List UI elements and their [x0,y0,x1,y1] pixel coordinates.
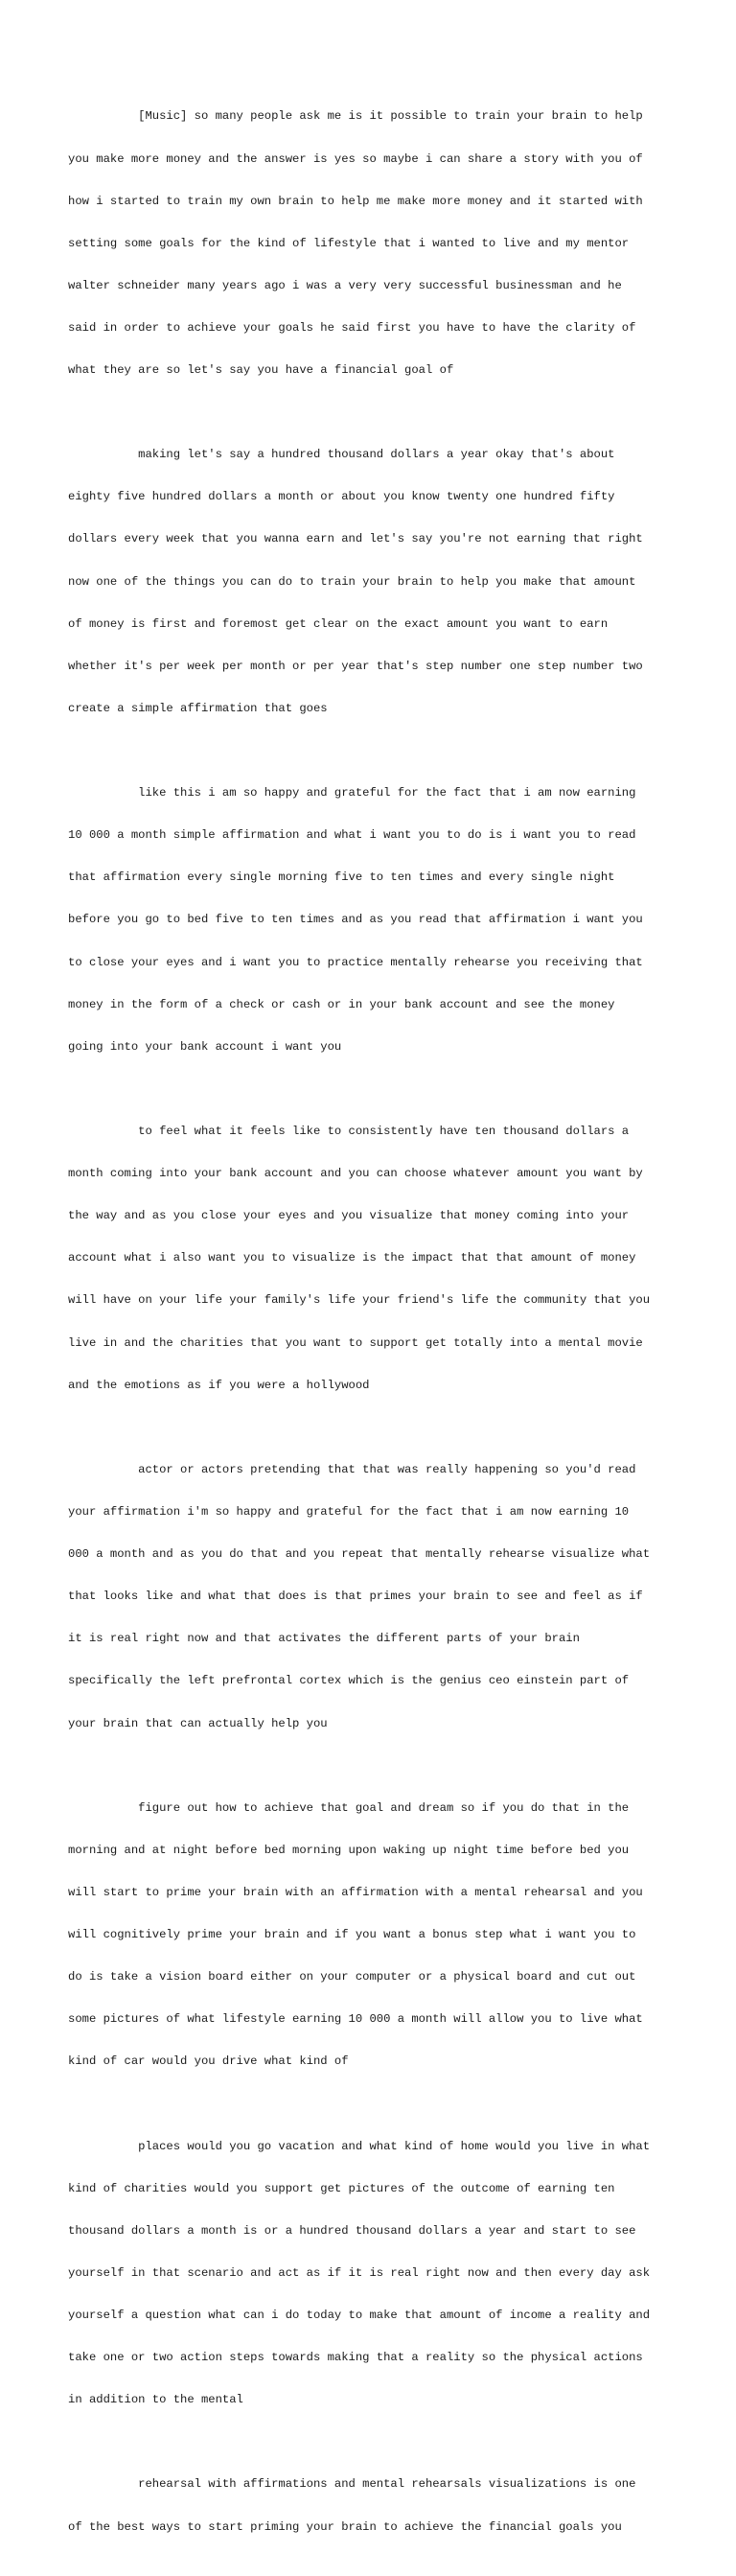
text-line: to feel what it feels like to consistently have ten thousand dollars a [68,1124,630,1138]
text-line: your brain that can actually help you [68,1716,328,1730]
transcript-text [68,81,701,2576]
text-line: that affirmation every single morning five to ten times and every single night [68,870,615,885]
text-line: yourself a question what can i do today to make that amount of income a reality and [68,2309,651,2322]
text-line: specifically the left prefrontal cortex which is the genius ceo einstein part of [68,1674,630,1688]
text-line: walter schneider many years ago i was a very very successful businessman and he [68,278,622,292]
text-line: of the best ways to start priming your brain to achieve the financial goals you [68,2519,622,2534]
text-line: 000 a month and as you do that and you repeat that mentally rehearse visualize what [68,1547,651,1562]
paragraph-3 [68,758,701,1082]
text-line: do is take a vision board either on your computer or a physical board and cut out [68,1970,636,1984]
text-line: the way and as you close your eyes and you visualize that money coming into your [68,1209,630,1223]
text-line: create a simple affirmation that goes [68,701,328,715]
text-line: 10 000 a month simple affirmation and what i want you to do is i want you to read [68,828,636,843]
paragraph-1 [68,81,701,406]
text-line: thousand dollars a month is or a hundred thousand dollars a year and start to see [68,2223,636,2238]
text-line: you make more money and the answer is yes so maybe i can share a story with you of [68,151,643,166]
text-line: going into your bank account i want you [68,1039,342,1054]
text-line: will start to prime your brain with an affirmation with a mental rehearsal and you [68,1885,643,1899]
text-line: your affirmation i'm so happy and grateful for the fact that i am now earning 10 [68,1504,630,1519]
text-line: figure out how to achieve that goal and dream so if you do that in the [68,1800,630,1815]
paragraph-8 [68,2449,701,2563]
text-line: account what i also want you to visualize is the impact that that amount of money [68,1251,636,1265]
text-line: kind of charities would you support get pictures of the outcome of earning ten [68,2181,615,2195]
text-line: [Music] so many people ask me is it possible to train your brain to help [68,109,643,124]
text-line: said in order to achieve your goals he said first you have to have the clarity of [68,320,636,335]
text-line: making let's say a hundred thousand dollars a year okay that's about [68,448,615,462]
text-line: will have on your life your family's life your friend's life the community that you [68,1293,651,1308]
text-line: before you go to bed five to ten times and as you read that affirmation i want you [68,913,643,927]
text-line: rehearsal with affirmations and mental rehearsals visualizations is one [68,2477,636,2492]
text-line: what they are so let's say you have a financial goal of [68,363,454,378]
text-line: month coming into your bank account and you can choose whatever amount you want by [68,1167,643,1181]
text-line: to close your eyes and i want you to practice mentally rehearse you receiving that [68,955,643,969]
text-line: like this i am so happy and grateful for the fact that i am now earning [68,786,636,801]
text-line: live in and the charities that you want to support get totally into a mental movie [68,1335,643,1350]
text-line: of money is first and foremost get clear on the exact amount you want to earn [68,616,609,631]
text-line: eighty five hundred dollars a month or about you know twenty one hundred fifty [68,490,615,504]
text-line: kind of car would you drive what kind of [68,2054,349,2069]
paragraph-6 [68,1773,701,2097]
text-line: it is real right now and that activates the different parts of your brain [68,1632,580,1646]
text-line: and the emotions as if you were a hollywood [68,1378,370,1392]
text-line: yourself in that scenario and act as if it is real right now and then every day ask [68,2265,651,2280]
text-line: dollars every week that you wanna earn and let's say you're not earning that right [68,532,643,546]
text-line: morning and at night before bed morning upon waking up night time before bed you [68,1843,630,1857]
text-line: now one of the things you can do to train your brain to help you make that amount [68,574,636,589]
text-line: whether it's per week per month or per year that's step number one step number two [68,659,643,673]
text-line: take one or two action steps towards making that a reality so the physical actions [68,2351,643,2365]
text-line: places would you go vacation and what kind of home would you live in what [68,2139,651,2153]
paragraph-2 [68,420,701,744]
text-line: will cognitively prime your brain and if you want a bonus step what i want you to [68,1928,636,1942]
text-line: some pictures of what lifestyle earning 10 000 a month will allow you to live what [68,2012,643,2027]
paragraph-7 [68,2111,701,2435]
paragraph-4 [68,1097,701,1421]
text-line: money in the form of a check or cash or in your bank account and see the money [68,997,615,1011]
text-line: in addition to the mental [68,2393,243,2407]
text-line: setting some goals for the kind of lifestyle that i wanted to live and my mentor [68,236,630,250]
paragraph-5 [68,1434,701,1758]
text-line: how i started to train my own brain to help me make more money and it started with [68,194,643,208]
text-line: actor or actors pretending that that was really happening so you'd read [68,1462,636,1476]
text-line: that looks like and what that does is that primes your brain to see and feel as if [68,1590,643,1604]
